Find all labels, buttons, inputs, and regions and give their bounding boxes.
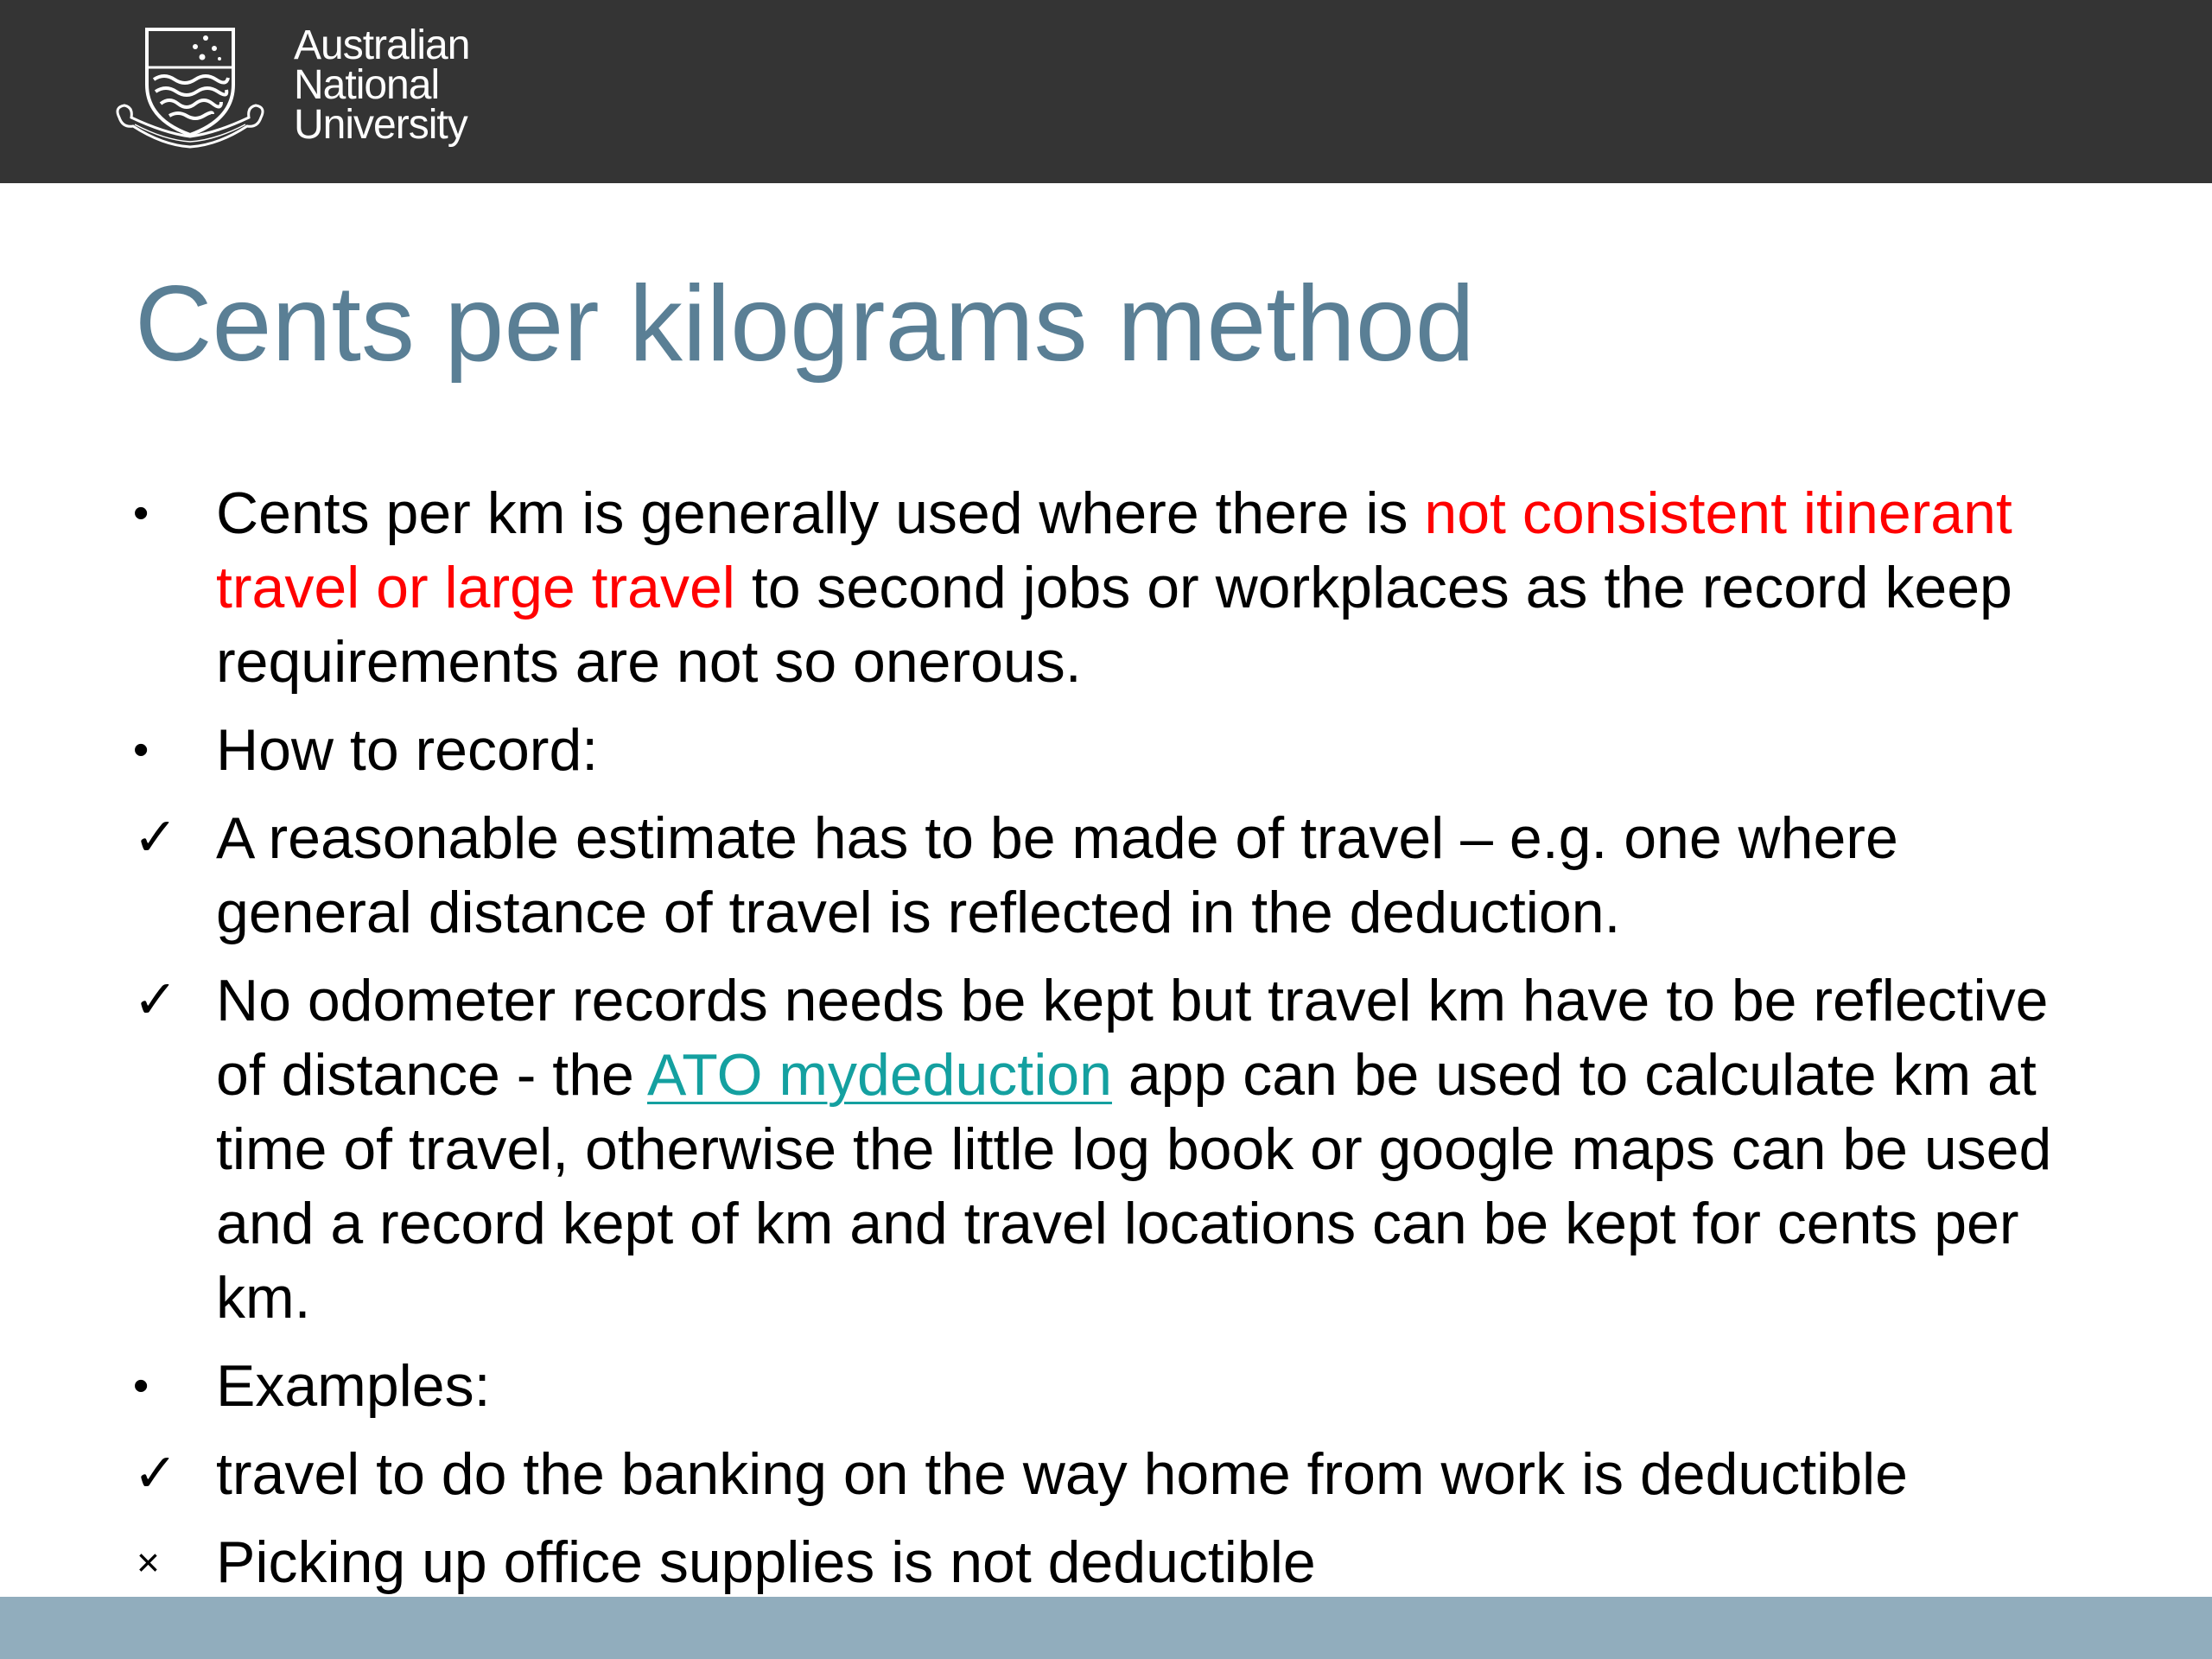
bullet-text: Examples: [216,1353,491,1419]
checkmark-icon: ✓ [133,1444,178,1503]
bullet-item [130,1437,2082,1511]
bullet-text: travel to do the banking on the way home from work is deductible [216,1441,1908,1507]
bullet-text: to second jobs or workplaces as the record keep requirements are not so onerous. [216,555,2012,695]
logo-wordmark [294,22,470,148]
logo-line-3: University [294,102,467,148]
bullet-list [130,476,2082,1613]
bullet-text: app can be used to calculate km at time of travel, otherwise the little log book or google maps can be used and a record kept of km and travel locations can be kept for cents per km. [216,1042,2052,1331]
cross-icon: × [137,1540,160,1585]
logo-line-2: National [294,62,440,108]
slide-title: Cents per kilograms method [135,264,1475,384]
highlighted-text: not consistent itinerant travel or large travel [216,480,2012,620]
bullet-item [130,801,2082,950]
bullet-item [130,713,2082,787]
bullet-dot-icon: • [133,1361,149,1411]
bullet-text: Cents per km is generally used where there is [216,480,1425,546]
bullet-dot-icon: • [133,725,149,775]
bullet-text: How to record: [216,717,599,783]
bullet-text: No odometer records needs be kept but travel km have to be reflective of distance - the [216,968,2049,1108]
anu-crest-logo [112,24,268,154]
checkmark-icon: ✓ [133,970,178,1030]
bullet-item [130,963,2082,1335]
bullet-dot-icon: • [133,488,149,538]
header-bar [0,0,2212,183]
bullet-text: Picking up office supplies is not deductible [216,1529,1316,1595]
bullet-text: A reasonable estimate has to be made of travel – e.g. one where general distance of travel is reflected in the deduction. [216,805,1898,945]
bullet-item [130,1349,2082,1423]
ato-mydeduction-link[interactable]: ATO mydeduction [646,1042,1112,1108]
checkmark-icon: ✓ [133,808,178,868]
footer-bar [0,1597,2212,1659]
bullet-item [130,476,2082,699]
bullet-item [130,1525,2082,1599]
logo-line-1: Australian [294,22,470,68]
